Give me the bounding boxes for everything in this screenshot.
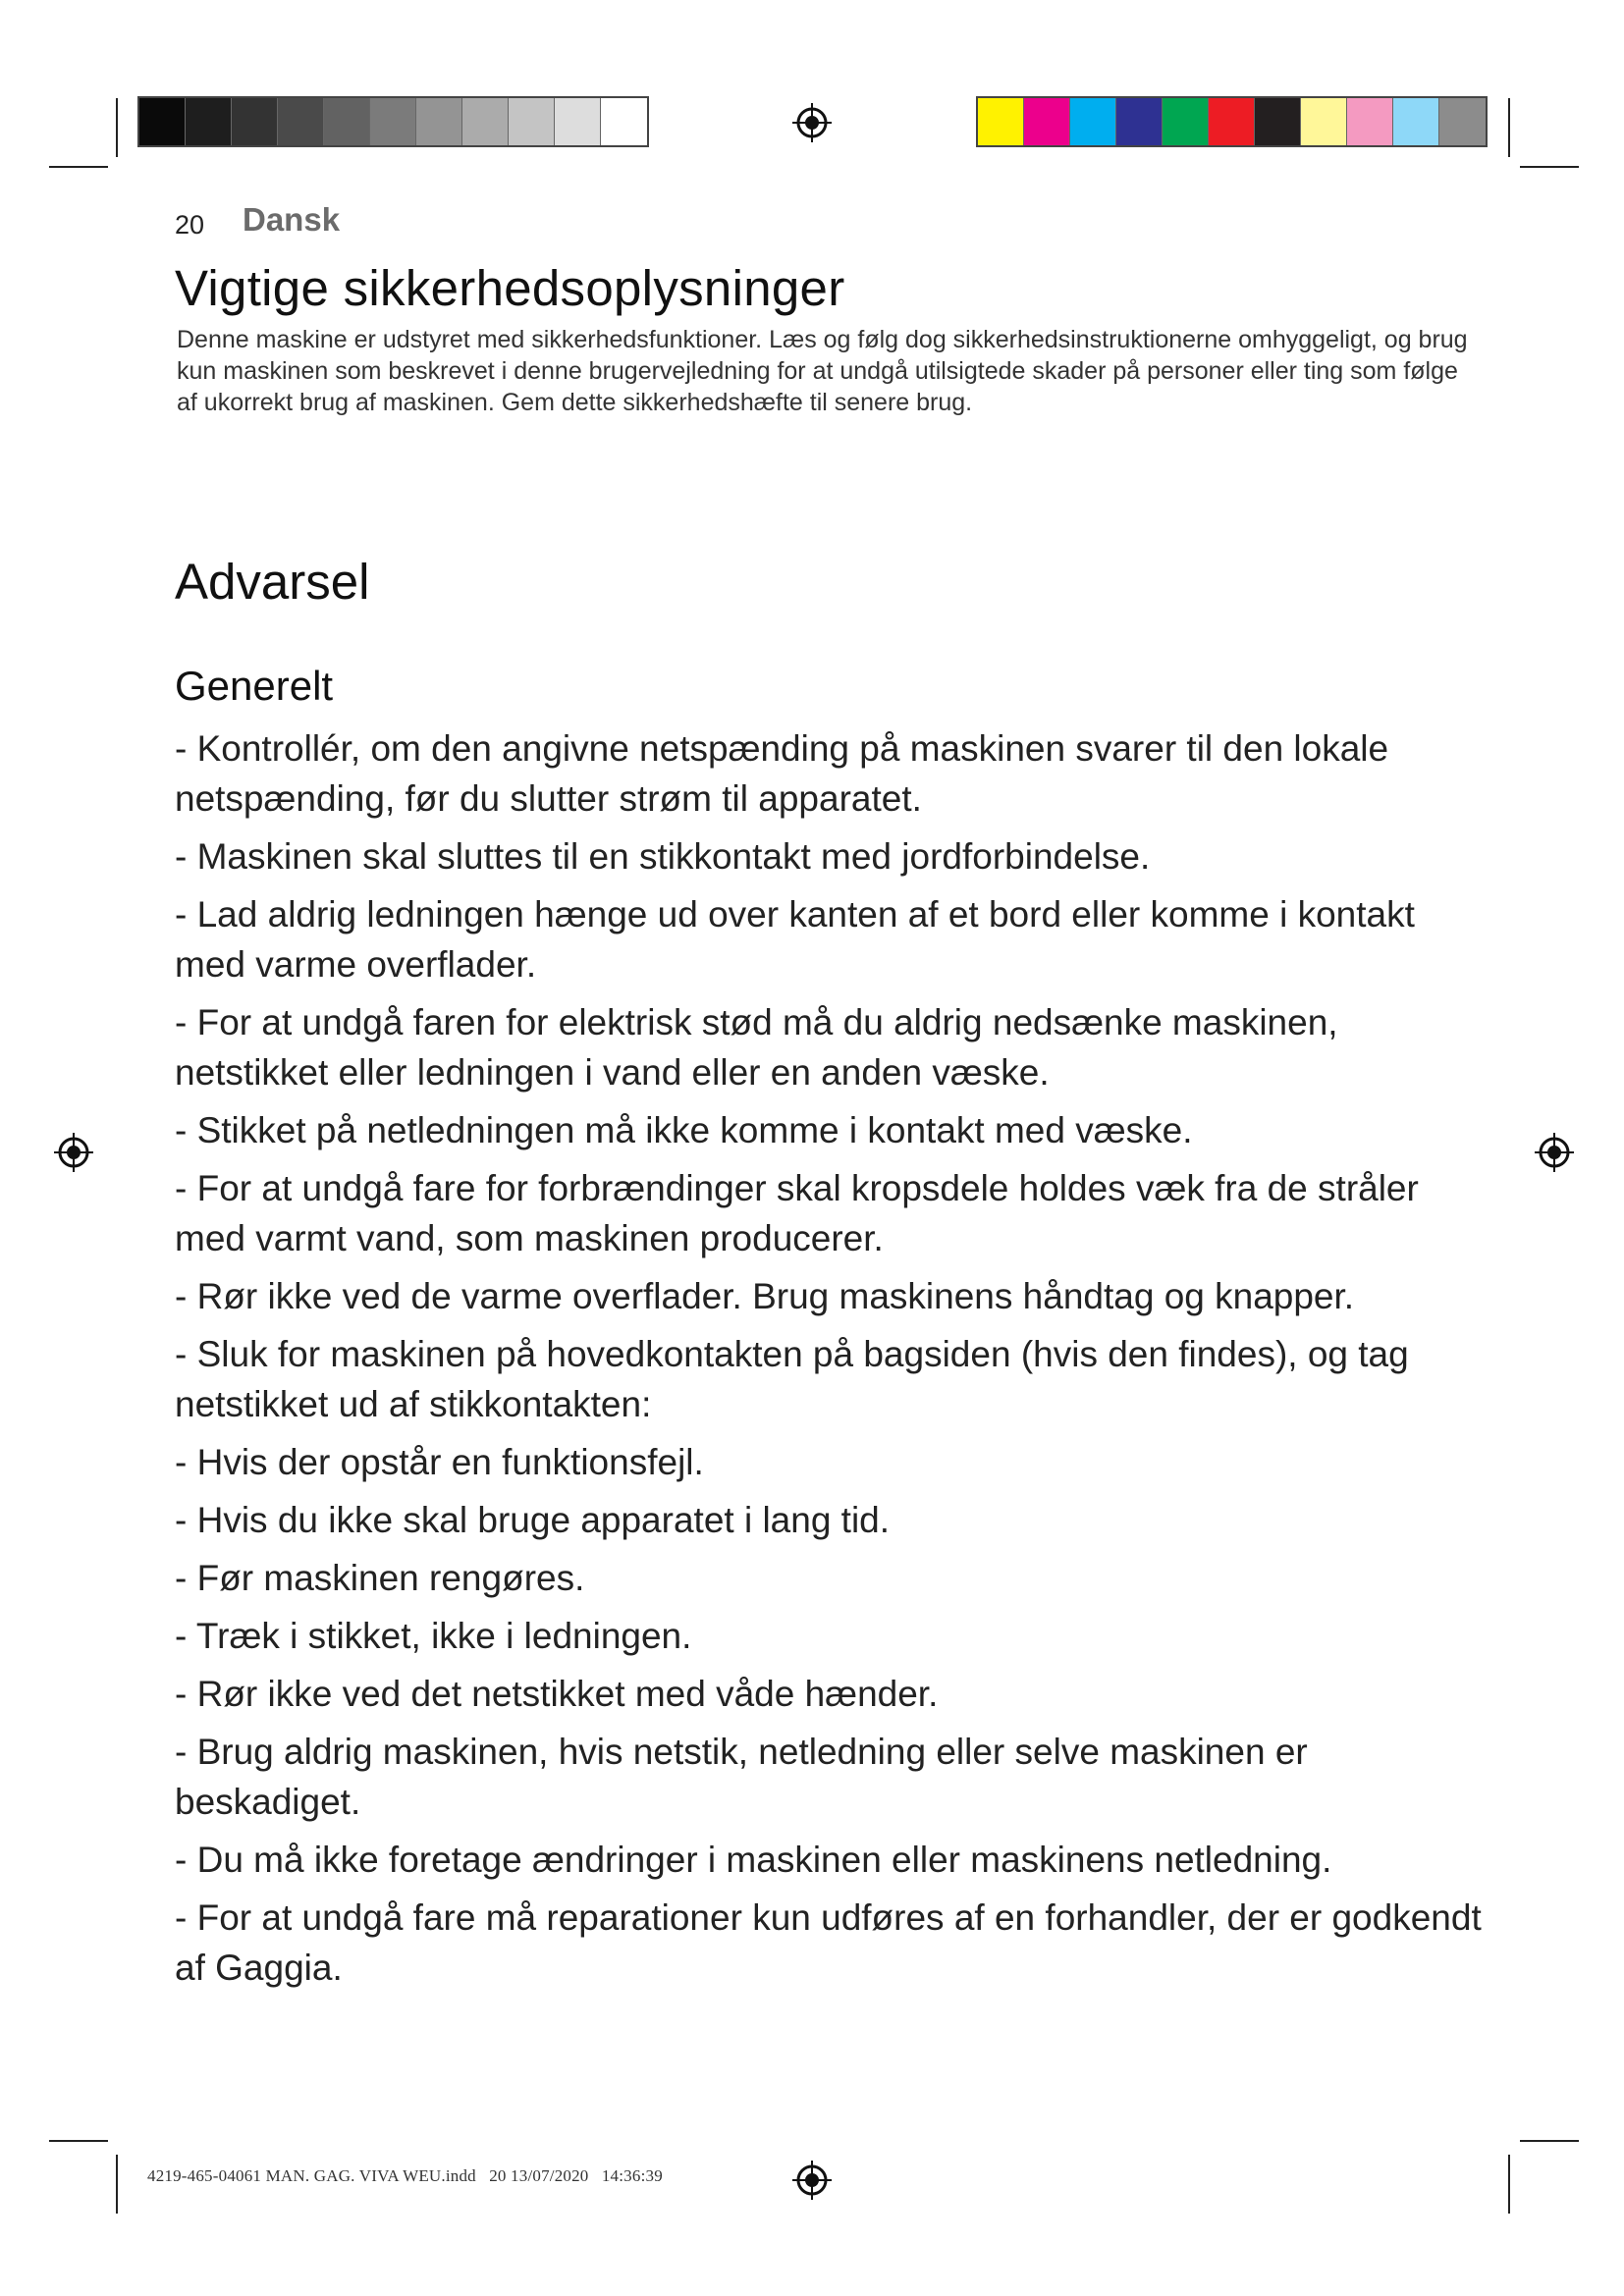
color-swatch <box>1439 98 1486 145</box>
crop-mark <box>116 98 118 157</box>
list-item: - Træk i stikket, ikke i ledningen. <box>175 1616 692 1656</box>
color-swatch <box>601 98 647 145</box>
list-item: - Sluk for maskinen på hovedkontakten på bagsiden (hvis den findes), og tag netstikket ud af stikkontakten: <box>175 1334 1409 1424</box>
intro-paragraph: Denne maskine er udstyret med sikkerhedsfunktioner. Læs og følg dog sikkerhedsinstruktionerne omhyggeligt, og brug kun maskinen som beskrevet i denne brugervejledning for at undgå utilsigtede skader på personer eller ting som følge af ukorrekt brug af maskinen. Gem dette sikkerhedshæfte til senere brug. <box>177 326 1468 416</box>
crop-mark <box>49 2140 108 2142</box>
list-item: - Brug aldrig maskinen, hvis netstik, netledning eller selve maskinen er beskadiget. <box>175 1732 1308 1822</box>
general-heading: Generelt <box>175 663 334 709</box>
crop-mark <box>1508 98 1510 157</box>
grayscale-color-bar <box>137 96 649 147</box>
list-item: - Hvis du ikke skal bruge apparatet i lang tid. <box>175 1500 891 1540</box>
list-item: - Du må ikke foretage ændringer i maskinen eller maskinens netledning. <box>175 1840 1332 1880</box>
color-swatch <box>1255 98 1301 145</box>
list-item: - Rør ikke ved de varme overflader. Brug maskinens håndtag og knapper. <box>175 1276 1355 1316</box>
color-swatch <box>416 98 462 145</box>
list-item: - Før maskinen rengøres. <box>175 1558 585 1598</box>
color-swatch <box>555 98 601 145</box>
registration-mark-icon <box>790 2159 834 2202</box>
color-swatch <box>232 98 278 145</box>
crop-mark <box>116 2155 118 2214</box>
color-swatch <box>1070 98 1116 145</box>
color-swatch <box>1163 98 1209 145</box>
color-swatch <box>1393 98 1439 145</box>
page-title: Vigtige sikkerhedsoplysninger <box>175 260 845 316</box>
list-item: - For at undgå fare må reparationer kun udføres af en forhandler, der er godkendt af Gaggia. <box>175 1897 1482 1988</box>
color-swatch <box>278 98 324 145</box>
color-swatch <box>1024 98 1070 145</box>
safety-instructions-list <box>175 723 1490 2001</box>
list-item: - Lad aldrig ledningen hænge ud over kanten af et bord eller komme i kontakt med varme overflader. <box>175 894 1415 985</box>
cmyk-color-bar <box>976 96 1488 147</box>
crop-mark <box>1508 2155 1510 2214</box>
language-label: Dansk <box>243 201 341 238</box>
color-swatch <box>1209 98 1255 145</box>
color-swatch <box>1301 98 1347 145</box>
crop-mark <box>1520 166 1579 168</box>
list-item: - Rør ikke ved det netstikket med våde hænder. <box>175 1674 939 1714</box>
list-item: - Kontrollér, om den angivne netspænding på maskinen svarer til den lokale netspænding, før du slutter strøm til apparatet. <box>175 728 1389 819</box>
color-swatch <box>1116 98 1163 145</box>
crop-mark <box>49 166 108 168</box>
list-item: - Maskinen skal sluttes til en stikkontakt med jordforbindelse. <box>175 836 1151 877</box>
color-swatch <box>324 98 370 145</box>
page-number: 20 <box>175 210 205 240</box>
file-info-slug: 4219-465-04061 MAN. GAG. VIVA WEU.indd 20 13/07/2020 14:36:39 <box>147 2166 663 2185</box>
color-swatch <box>186 98 232 145</box>
crop-mark <box>1520 2140 1579 2142</box>
list-item: - For at undgå fare for forbrændinger skal kropsdele holdes væk fra de stråler med varmt vand, som maskinen producerer. <box>175 1168 1419 1258</box>
registration-mark-icon <box>790 101 834 144</box>
color-swatch <box>509 98 555 145</box>
color-swatch <box>462 98 509 145</box>
list-item: - For at undgå faren for elektrisk stød må du aldrig nedsænke maskinen, netstikket eller ledningen i vand eller en anden væske. <box>175 1002 1338 1093</box>
registration-mark-icon <box>52 1131 95 1174</box>
color-swatch <box>370 98 416 145</box>
color-swatch <box>978 98 1024 145</box>
warning-heading: Advarsel <box>175 554 370 610</box>
registration-mark-icon <box>1533 1131 1576 1174</box>
list-item: - Hvis der opstår en funktionsfejl. <box>175 1442 704 1482</box>
list-item: - Stikket på netledningen må ikke komme i kontakt med væske. <box>175 1110 1193 1150</box>
color-swatch <box>139 98 186 145</box>
color-swatch <box>1347 98 1393 145</box>
